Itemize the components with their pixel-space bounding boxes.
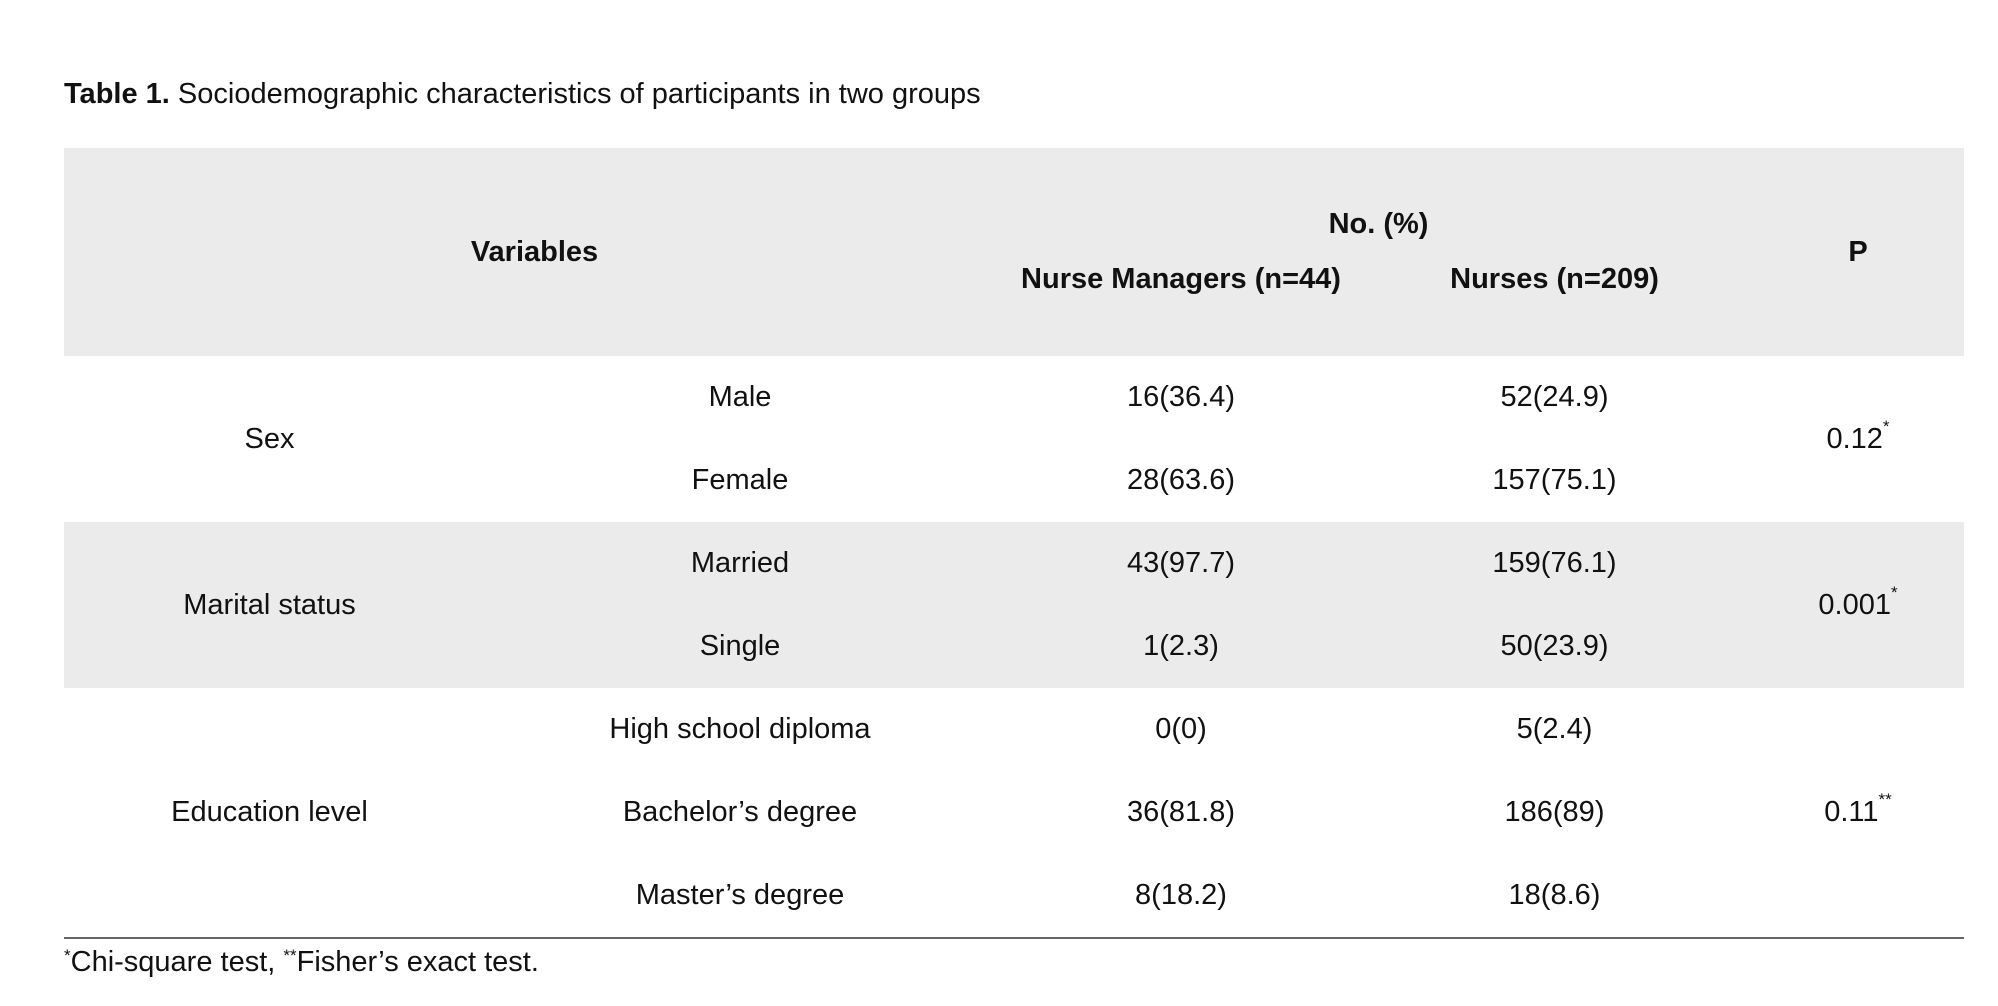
table-caption-text: Sociodemographic characteristics of participants in two groups <box>177 78 981 110</box>
variable-sex: Sex <box>244 422 295 455</box>
category-male: Male <box>708 381 772 413</box>
category-single: Single <box>475 605 1005 688</box>
p-value-marital-status <box>1752 522 1964 688</box>
category-married: Married <box>475 522 1005 605</box>
group-sex <box>64 356 1964 522</box>
cell-nurses: 5(2.4) <box>1516 713 1593 745</box>
header-variables: Variables <box>64 148 1005 356</box>
cell-nurses: 157(75.1) <box>1492 464 1617 496</box>
p-value: 0.001 <box>1818 588 1891 621</box>
category-master: Master’s degree <box>635 879 845 911</box>
cell-nurse-managers: 36(81.8) <box>1126 796 1235 828</box>
p-value: 0.11 <box>1824 796 1879 828</box>
table-header <box>64 148 1964 356</box>
cell-nurses: 50(23.9) <box>1357 605 1752 688</box>
table-row <box>64 688 1964 771</box>
cell-nurses: 18(8.6) <box>1508 879 1601 911</box>
p-value-mark: ** <box>1878 790 1892 809</box>
cell-nurse-managers: 0(0) <box>1155 713 1207 745</box>
footnote-mark-1: * <box>64 946 71 965</box>
table-footnote <box>64 942 539 982</box>
variable-education-level: Education level <box>171 796 368 828</box>
cell-nurses: 52(24.9) <box>1500 381 1609 413</box>
cell-nurse-managers: 16(36.4) <box>1126 381 1235 413</box>
group-marital-status <box>64 522 1964 688</box>
footnote-text-1: Chi-square test, <box>70 946 284 978</box>
table-row <box>64 356 1964 439</box>
p-value-sex <box>1752 356 1964 522</box>
category-high-school: High school diploma <box>609 713 871 745</box>
table-caption <box>64 74 981 114</box>
sociodemographic-table <box>64 148 1964 939</box>
header-nurse-managers: Nurse Managers (n=44) <box>1005 253 1357 356</box>
cell-nurses: 159(76.1) <box>1357 522 1752 605</box>
category-female: Female <box>691 464 789 496</box>
cell-nurse-managers: 43(97.7) <box>1005 522 1357 605</box>
cell-nurse-managers: 1(2.3) <box>1005 605 1357 688</box>
p-value-education-level <box>1752 688 1964 938</box>
header-row-1 <box>64 148 1964 253</box>
p-value: 0.12 <box>1826 422 1883 455</box>
header-nurses: Nurses (n=209) <box>1357 253 1752 356</box>
p-value-mark: * <box>1890 582 1898 602</box>
group-education-level <box>64 688 1964 938</box>
cell-nurses: 186(89) <box>1504 796 1605 828</box>
table-row <box>64 522 1964 605</box>
header-no-pct: No. (%) <box>1005 148 1752 253</box>
table-caption-label: Table 1. <box>64 78 170 110</box>
variable-marital-status: Marital status <box>64 522 475 688</box>
cell-nurse-managers: 28(63.6) <box>1126 464 1235 496</box>
category-bachelor: Bachelor’s degree <box>622 796 858 828</box>
footnote-mark-2: ** <box>283 946 297 965</box>
p-value-mark: * <box>1882 416 1890 436</box>
cell-nurse-managers: 8(18.2) <box>1135 879 1227 911</box>
header-p: P <box>1752 148 1964 356</box>
footnote-text-2: Fisher’s exact test. <box>296 946 539 978</box>
